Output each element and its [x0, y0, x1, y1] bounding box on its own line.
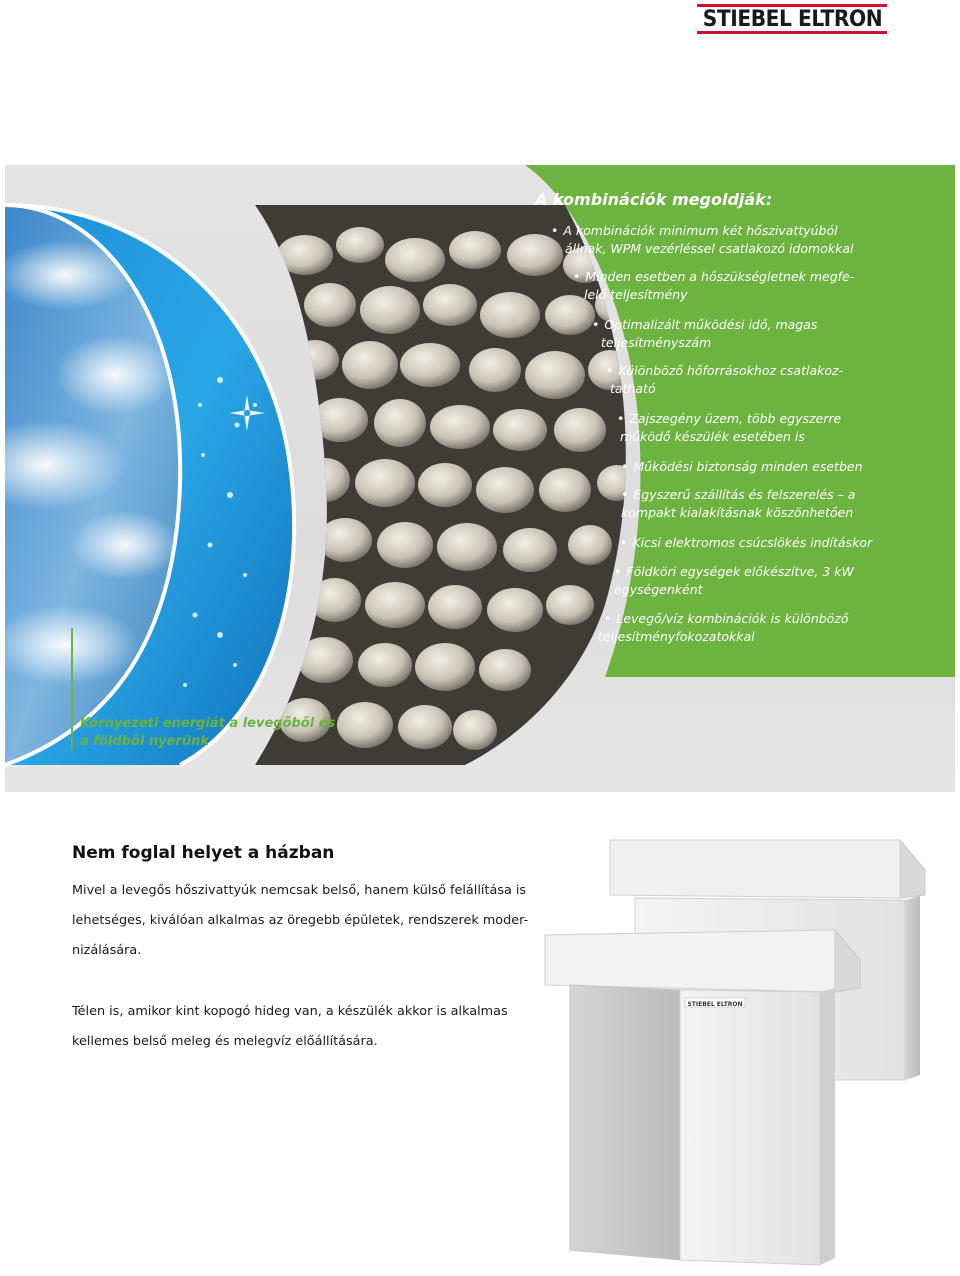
heat-pump-front: [545, 930, 860, 1265]
banner-caption: Környezeti energiát a levegőből és a földből nyerünk: [80, 716, 336, 749]
bullet-item: • Egyszerű szállítás és felszerelés – a kompakt kialakításnak köszönhetően: [621, 487, 856, 520]
banner-image: [5, 165, 955, 792]
bullet-item: • Kicsi elektromos csúcslökés indításkor: [620, 535, 873, 550]
caption-rule: [71, 628, 73, 751]
heat-pump-units-image: [530, 820, 950, 1270]
paragraph: Mivel a levegős hőszivattyúk nemcsak belső, hanem külső felállítása is lehetséges, kiválóan alkalmas az öregebb épületek, rendszerek moder- nizálására.: [72, 883, 529, 958]
bullet-item: • Különböző hőforrásokhoz csatlakoz- tatható: [606, 363, 844, 396]
device-logo: STIEBEL ELTRON: [687, 1001, 743, 1008]
bullet-item: • Optimalizált működési idő, magas teljesítményszám: [592, 317, 818, 350]
bullet-item: • Működési biztonság minden esetben: [621, 459, 863, 474]
brand-logo: [697, 4, 887, 34]
bullet-item: • Minden esetben a hőszükségletnek megfe- lelő teljesítmény: [573, 269, 855, 302]
bullet-item: • A kombinációk minimum két hőszivattyúból állnak, WPM vezérléssel csatlakozó idomokkal: [551, 223, 854, 256]
banner-heading: A kombinációk megoldják:: [535, 190, 773, 209]
paragraph: Télen is, amikor kint kopogó hideg van, a készülék akkor is alkalmas kellemes belső meleg és melegvíz előállítására.: [72, 1004, 508, 1049]
bullet-item: • Földköri egységek előkészítve, 3 kW egységenként: [614, 564, 854, 597]
banner-illustration: [5, 165, 955, 792]
bullet-item: • Levegő/víz kombinációk is különböző teljesítményfokozatokkal: [598, 611, 849, 644]
bullet-item: • Zajszegény üzem, több egyszerre működő készülék esetében is: [617, 411, 842, 444]
section-title: Nem foglal helyet a házban: [72, 843, 335, 863]
brand-logo-text: STIEBEL ELTRON: [702, 6, 882, 32]
